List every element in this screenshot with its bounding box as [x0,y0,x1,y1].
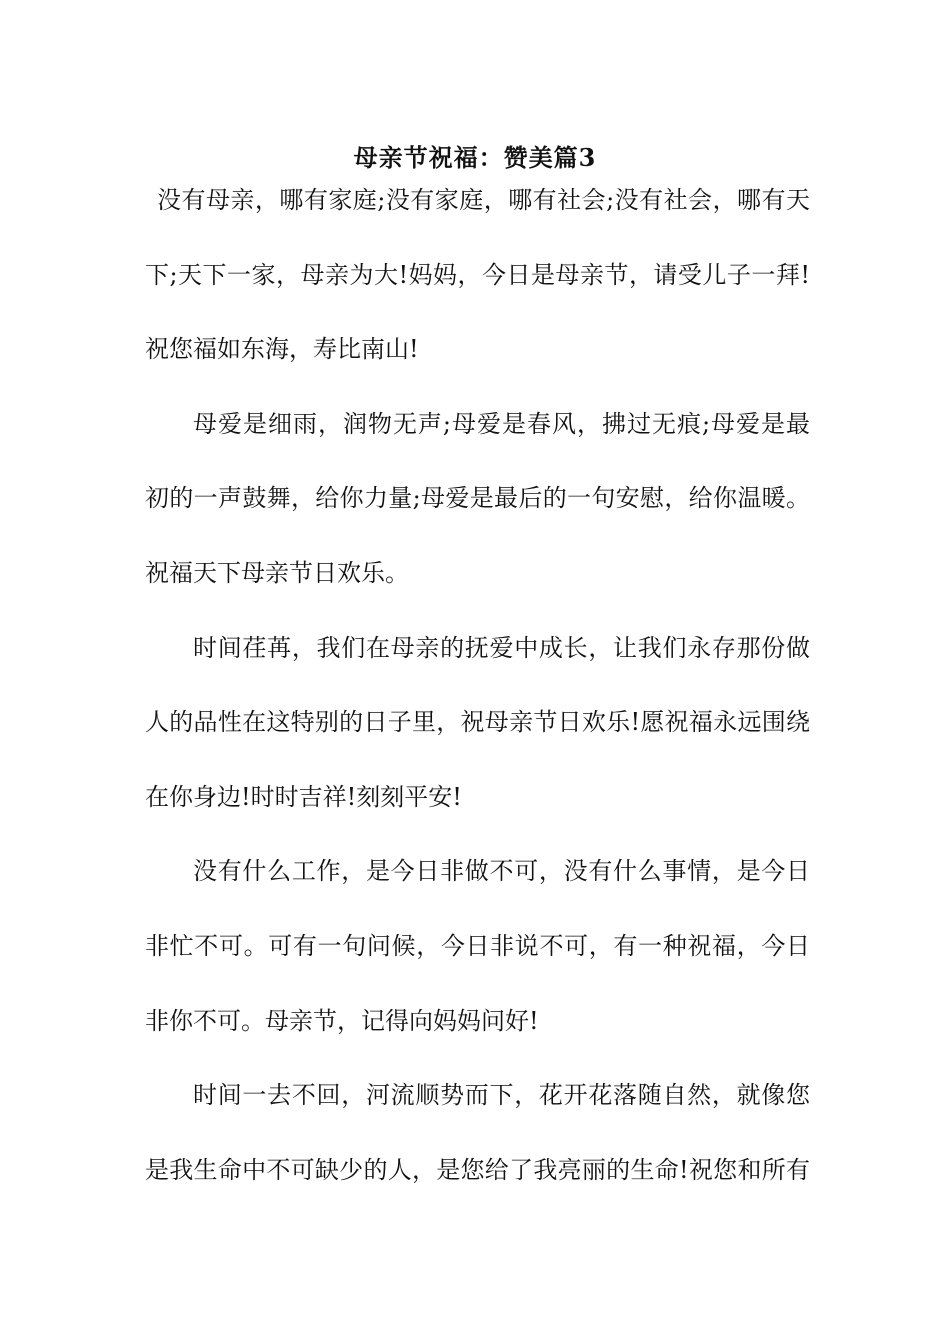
paragraph-1 [145,182,810,406]
paragraph-line: 人的品性在这特别的日子里，祝母亲节日欢乐!愿祝福永远围绕 [145,708,810,737]
document-body [145,182,810,1189]
paragraph-line: 母爱是细雨，润物无声;母爱是春风，拂过无痕;母爱是最 [193,409,810,438]
paragraph-line: 时间荏苒，我们在母亲的抚爱中成长，让我们永存那份做 [193,633,810,662]
paragraph-line: 初的一声鼓舞，给你力量;母爱是最后的一句安慰，给你温暖。 [145,484,810,513]
paragraph-line: 时间一去不回，河流顺势而下，花开花落随自然，就像您 [193,1081,810,1110]
document-title: 母亲节祝福：赞美篇3 [353,143,597,172]
paragraph-line: 祝您福如东海，寿比南山! [145,335,419,364]
paragraph-2 [145,406,810,630]
paragraph-line: 非你不可。母亲节，记得向妈妈问好! [145,1006,539,1035]
paragraph-line: 下;天下一家，母亲为大!妈妈，今日是母亲节，请受儿子一拜! [145,260,810,289]
paragraph-line: 是我生命中不可缺少的人，是您给了我亮丽的生命!祝您和所有 [145,1155,810,1184]
paragraph-line: 没有母亲，哪有家庭;没有家庭，哪有社会;没有社会，哪有天 [157,186,810,214]
paragraph-line: 非忙不可。可有一句问候，今日非说不可，有一种祝福，今日 [145,931,810,960]
paragraph-line: 在你身边!时时吉祥!刻刻平安! [145,782,462,811]
paragraph-line: 祝福天下母亲节日欢乐。 [145,558,409,587]
paragraph-4 [145,853,810,1077]
paragraph-line: 没有什么工作，是今日非做不可，没有什么事情，是今日 [193,857,810,886]
paragraph-3 [145,630,810,854]
paragraph-5 [145,1077,810,1189]
